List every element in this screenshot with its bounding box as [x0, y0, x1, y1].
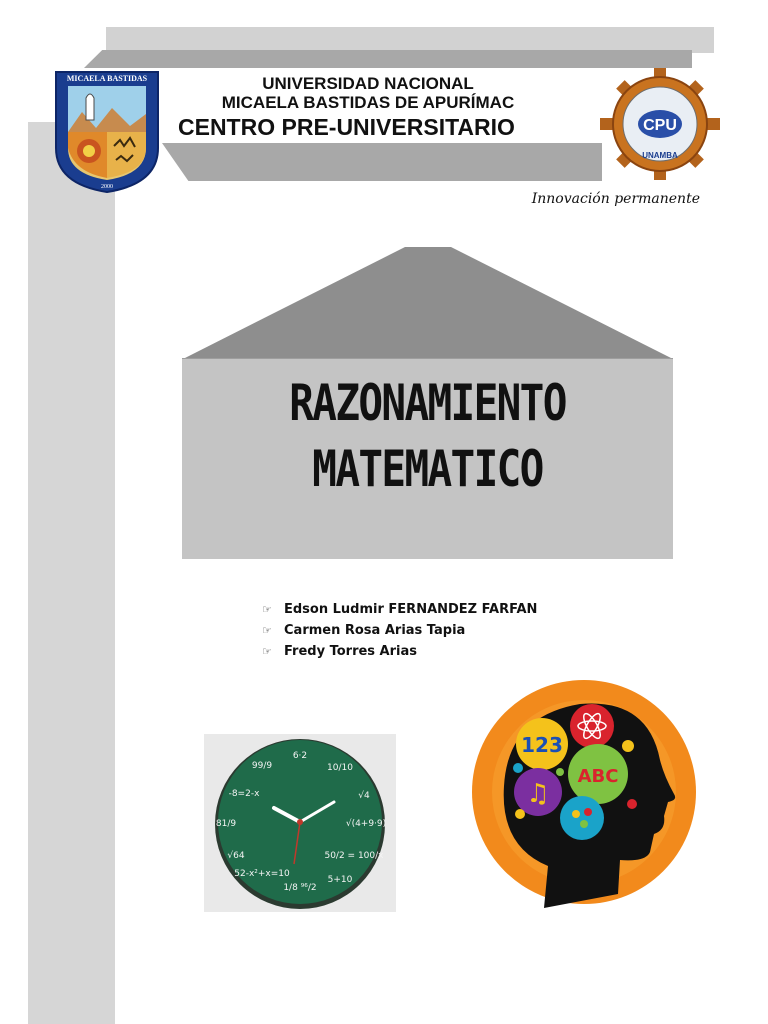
clock-label: -8=2-x — [228, 789, 260, 799]
clock-label: 6·2 — [292, 751, 308, 761]
clock-label: √4 — [358, 791, 370, 801]
clock-label: 99/9 — [251, 761, 273, 771]
seal-top-text: MICAELA BASTIDAS — [66, 74, 148, 83]
letters-icon: ABC — [577, 766, 619, 787]
thinking-head-image — [460, 676, 708, 916]
authors-list — [262, 599, 537, 662]
university-name-line1: UNIVERSIDAD NACIONAL — [262, 74, 474, 93]
author-item — [262, 599, 537, 620]
author-name: Fredy Torres Arias — [284, 644, 417, 659]
cpu-gear-logo — [598, 68, 722, 180]
center-name: CENTRO PRE-UNIVERSITARIO — [178, 114, 515, 140]
author-name: Carmen Rosa Arias Tapia — [284, 623, 466, 638]
author-item — [262, 620, 537, 641]
document-title — [226, 370, 629, 502]
hand-pointer-icon: ☞ — [262, 645, 272, 658]
numbers-icon: 123 — [521, 733, 563, 757]
header-upper-band — [84, 50, 692, 68]
clock-label: 50/2 = 100/x — [324, 851, 384, 861]
clock-label: √(4+9·9) — [345, 819, 387, 829]
header-title-block — [168, 74, 568, 142]
clock-label: 10/10 — [327, 763, 353, 773]
cpu-center-text: CPU — [643, 117, 677, 134]
roof-triangle — [183, 247, 673, 359]
header-lower-band — [162, 143, 602, 181]
math-clock-image — [204, 734, 396, 912]
head-silhouette-icon — [460, 676, 708, 916]
left-gray-strip — [28, 122, 115, 1024]
clock-label: 81/9 — [215, 819, 237, 829]
top-gray-strip — [106, 27, 714, 53]
music-note-icon: ♫ — [526, 779, 550, 809]
clock-icon — [204, 734, 396, 912]
seal-year: 2000 — [101, 184, 113, 190]
clock-label: 5+10 — [327, 875, 353, 885]
university-seal-logo — [52, 68, 162, 194]
clock-label: 1/8 ⁹⁶/2 — [283, 883, 317, 893]
clock-label: 52-x²+x=10 — [234, 869, 290, 879]
university-name-line2: MICAELA BASTIDAS DE APURÍMAC — [221, 93, 515, 112]
hand-pointer-icon: ☞ — [262, 624, 272, 637]
cpu-bottom-text: UNAMBA — [642, 151, 678, 160]
author-item — [262, 641, 537, 662]
hand-pointer-icon: ☞ — [262, 603, 272, 616]
title-line1: RAZONAMIENTO — [289, 374, 566, 432]
tagline: Innovación permanente — [531, 191, 700, 207]
clock-label: √64 — [227, 851, 245, 861]
author-name: Edson Ludmir FERNANDEZ FARFAN — [284, 602, 538, 617]
title-line2: MATEMATICO — [312, 440, 543, 498]
